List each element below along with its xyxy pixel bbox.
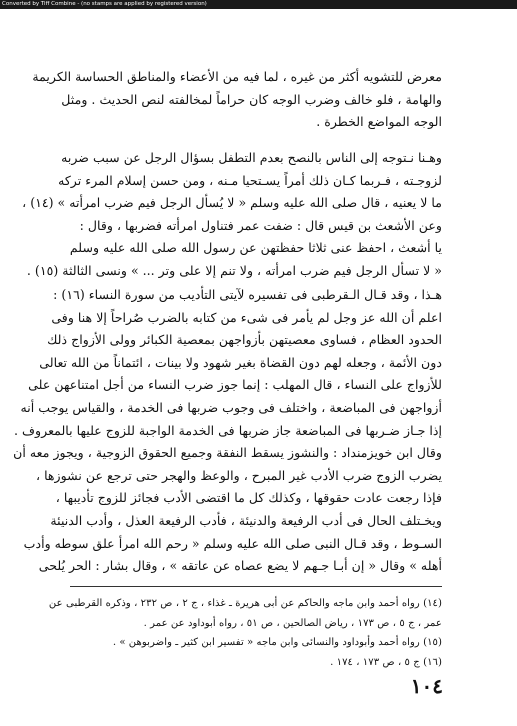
text-line: أهله » وقال « إن أبـا جـهم لا يضع عصاه عن عاتقه » ، وقال بشار : الحر يُلحى	[38, 558, 442, 574]
footnote-line: عمر ، ج ٥ ، ص ١٧٣ ، رياض الصالحين ، ص ٥١ ، رواه أبوداود عن عمر .	[143, 617, 442, 629]
text-line: الحدود العظام ، فساوى معصيتهن بأزواجهن بمعصية الكبائر وولى الأزواج ذلك	[47, 332, 442, 348]
text-line: للأزواج على النساء ، قال المهلب : إنما جوز ضرب النساء من أجل امتناعهن على	[28, 377, 442, 393]
text-line: وعن الأشعث بن قيس قال : ضفت عمر فتناول امرأته فضربها ، وقال :	[79, 217, 442, 233]
text-line: وهـنا نـتوجه إلى الناس بالنصح بعدم التطفل بسؤال الرجل عن سبب ضربه	[61, 150, 442, 165]
text-line: إذا جـاز ضـربها فى المباضعة جاز ضربها فى الخدمة الواجبة للزوج عليها بالمعروف .	[14, 422, 442, 438]
text-line: الوجه المواضع الخطرة .	[316, 114, 442, 130]
text-line: يضرب الزوج ضرب الأدب غير المبرح ، والوعظ والهجر حتى ترجع عن نشوزها ،	[36, 467, 442, 483]
text-line: دون الأئمة ، وجعله لهم دون القضاة بغير شهود ولا بينات ، ائتماناً من الله تعالى	[39, 354, 442, 370]
footnote-line: (١٥) رواه أحمد وأبوداود والنسائى وابن ماجه « تفسير ابن كثير ـ واضربوهن » .	[112, 637, 442, 648]
text-line: والهامة ، فلو خالف وضرب الوجه كان حراماً لمخالفته لنص الحديث . ومثل	[61, 91, 442, 107]
text-line: فإذا رجعت عادت حقوقها ، وكذلك كل ما اقتضى الأدب فجائز للزوج تأديبها ،	[55, 490, 442, 506]
text-line: وقال ابن خويزمنداد : والنشوز يسقط النفقة وجميع الحقوق الزوجية ، ويجوز معه أن	[13, 445, 442, 461]
paragraph-1	[32, 66, 442, 134]
text-line: لزوجـته ، فـربما كـان ذلك أمراً يسـتحيا مـنه ، ومن حسن إسلام المرء تركه	[58, 172, 442, 188]
text-line: يا أشعث ، احفظ عنى ثلاثا حفظتهن عن رسول الله صلى الله عليه وسلم	[69, 240, 442, 256]
text-line: معرض للتشويه أكثر من غيره ، لما فيه من الأعضاء والمناطق الحساسة الكريمة	[32, 69, 442, 84]
text-line: ما لا يعنيه ، قال صلى الله عليه وسلم « لا يُسأل الرجل فيم ضرب امرأته » (١٤) ،	[22, 195, 442, 211]
paragraph-3	[13, 284, 442, 578]
paragraph-2	[22, 147, 442, 283]
text-line: أزواجهن فى المباضعة ، واختلف فى وجوب ضربها فى الخدمة ، والقياس يوجب أنه	[20, 399, 442, 415]
text-line: هـذا ، وقد قـال الـقرطبى فى تفسيره لآيتى التأديب من سورة النساء (١٦) :	[53, 287, 442, 302]
converter-banner: Converted by Tiff Combine - (no stamps are applied by registered version)	[0, 0, 517, 9]
text-line: السـوط ، وقد قـال النبى صلى الله عليه وسلم « رحم الله امرأ علق سوطه وأدب	[23, 535, 442, 551]
footnote-line: (١٦) ج ٥ ، ص ١٧٣ ، ١٧٤ .	[330, 656, 442, 668]
footnote-divider	[70, 586, 442, 587]
footnotes	[48, 594, 442, 672]
footnote-line: (١٤) رواه أحمد وابن ماجه والحاكم عن أبى هريرة ـ غذاء ، ج ٢ ، ص ٢٣٢ ، وذكره القرطبى عن	[48, 598, 442, 609]
text-line: ويخـتلف الحال فى أدب الرفيعة والدنيئة ، فأدب الرفيعة العذل ، وأدب الدنيئة	[50, 512, 442, 528]
text-line: اعلم أن الله عز وجل لم يأمر فى شىء من كتابه بالضرب صُراحاً إلا هنا وفى	[51, 309, 442, 325]
page-number: ١٠٤	[410, 674, 443, 698]
text-line: « لا تسأل الرجل فيم ضرب امرأته ، ولا تنم إلا على وتر ... » ونسى الثالثة (١٥) .	[26, 262, 442, 278]
